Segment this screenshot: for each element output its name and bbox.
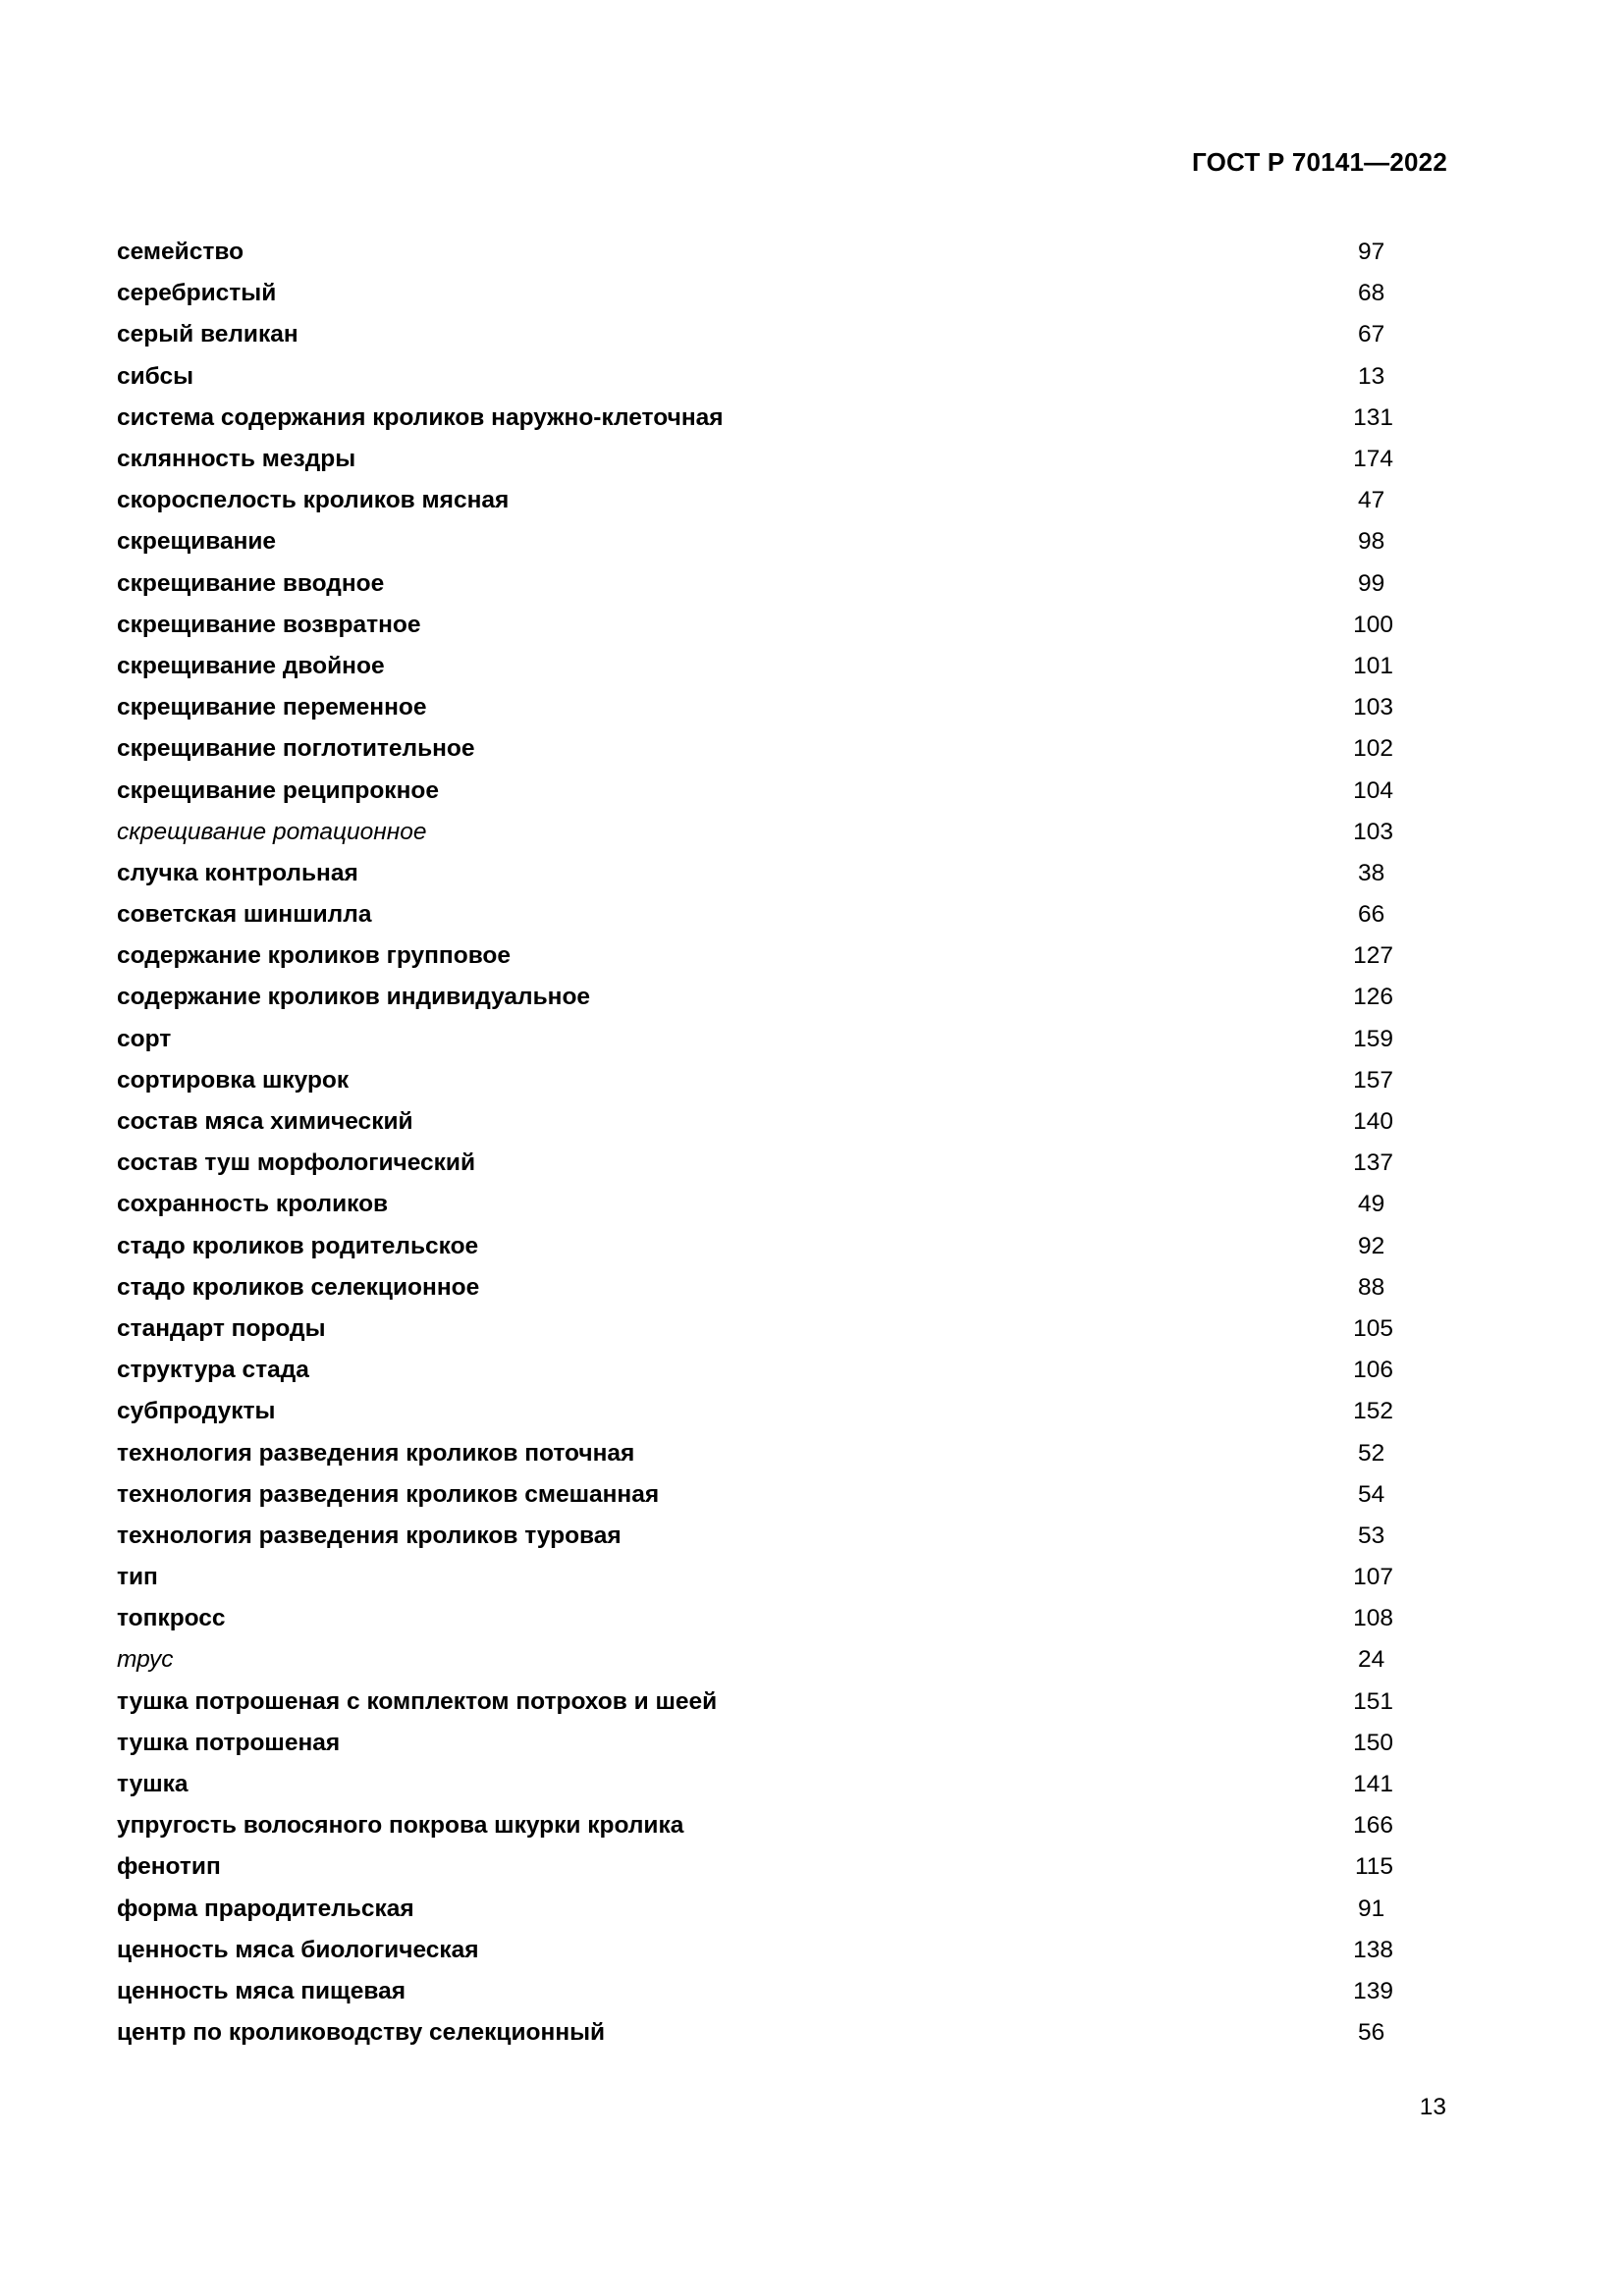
index-term-number: 141 [1353, 1771, 1393, 1798]
index-entry [117, 770, 1393, 811]
index-term-number: 107 [1353, 1564, 1393, 1591]
index-term: система содержания кроликов наружно-клеточная [117, 403, 724, 431]
index-term: трус [117, 1646, 174, 1674]
index-term-number: 54 [1358, 1480, 1385, 1508]
index-entry [117, 1391, 1393, 1432]
index-term: семейство [117, 239, 244, 266]
index-term-number: 103 [1353, 694, 1393, 721]
index-term-number: 150 [1353, 1729, 1393, 1756]
index-term: субпродукты [117, 1398, 276, 1425]
index-entry [117, 1682, 1393, 1723]
index-entry [117, 894, 1393, 935]
index-term-number: 126 [1353, 984, 1393, 1011]
index-term: скрещивание реципрокное [117, 776, 439, 804]
index-entry [117, 728, 1393, 770]
index-term-number: 91 [1358, 1895, 1385, 1922]
index-term-number: 104 [1353, 776, 1393, 804]
index-entry [117, 1101, 1393, 1143]
index-term: упругость волосяного покрова шкурки кролика [117, 1812, 684, 1840]
index-term-number: 151 [1353, 1687, 1393, 1715]
index-term-number: 106 [1353, 1357, 1393, 1384]
index-term: технология разведения кроликов смешанная [117, 1480, 660, 1508]
index-term: скрещивание возвратное [117, 611, 421, 638]
index-entry [117, 1764, 1393, 1805]
index-term: скороспелость кроликов мясная [117, 487, 510, 514]
index-term-number: 97 [1358, 239, 1385, 266]
index-term: скрещивание двойное [117, 652, 385, 679]
index-term-number: 139 [1353, 1977, 1393, 2004]
index-term: тушка потрошеная [117, 1729, 341, 1756]
index-entry [117, 1723, 1393, 1764]
index-term-number: 49 [1358, 1191, 1385, 1218]
index-entry [117, 1019, 1393, 1060]
index-term-number: 53 [1358, 1522, 1385, 1549]
index-term-number: 24 [1358, 1646, 1385, 1674]
index-term: стадо кроликов родительское [117, 1232, 479, 1259]
index-entry [117, 1060, 1393, 1101]
index-term-number: 103 [1353, 818, 1393, 845]
index-entry [117, 232, 1393, 273]
index-term: случка контрольная [117, 859, 358, 886]
index-term-number: 38 [1358, 859, 1385, 886]
index-entry [117, 480, 1393, 521]
index-entry [117, 1639, 1393, 1681]
index-entry [117, 1184, 1393, 1225]
index-term: центр по кролиководству селекционный [117, 2019, 606, 2047]
index-term-number: 66 [1358, 901, 1385, 929]
index-term: скрещивание [117, 528, 277, 556]
index-entry [117, 646, 1393, 687]
index-entry [117, 1557, 1393, 1598]
index-entry [117, 1516, 1393, 1557]
index-entry [117, 563, 1393, 605]
index-term: топкросс [117, 1605, 226, 1632]
index-entry [117, 812, 1393, 853]
index-term: ценность мяса биологическая [117, 1936, 479, 1963]
index-term-number: 88 [1358, 1273, 1385, 1301]
index-entry [117, 687, 1393, 728]
index-entry [117, 1226, 1393, 1267]
document-code-header: ГОСТ Р 70141—2022 [1192, 147, 1447, 177]
index-term: тушка [117, 1771, 189, 1798]
index-term: сорт [117, 1025, 172, 1052]
index-term: технология разведения кроликов поточная [117, 1439, 635, 1467]
index-term-number: 99 [1358, 569, 1385, 597]
index-term-number: 13 [1358, 362, 1385, 390]
index-term: ценность мяса пищевая [117, 1977, 406, 2004]
index-term: советская шиншилла [117, 901, 372, 929]
index-term-number: 56 [1358, 2019, 1385, 2047]
alphabetical-index [117, 232, 1393, 2054]
index-entry [117, 935, 1393, 977]
index-entry [117, 853, 1393, 894]
index-term: сибсы [117, 362, 194, 390]
page-number: 13 [1419, 2094, 1446, 2120]
index-term: серебристый [117, 280, 277, 307]
index-term-number: 115 [1354, 1853, 1393, 1881]
index-entry [117, 398, 1393, 439]
index-entry [117, 1805, 1393, 1846]
index-term-number: 140 [1353, 1108, 1393, 1136]
index-entry [117, 605, 1393, 646]
index-term: технология разведения кроликов туровая [117, 1522, 622, 1549]
index-term-number: 67 [1358, 321, 1385, 348]
index-term: тип [117, 1564, 158, 1591]
index-entry [117, 977, 1393, 1018]
index-entry [117, 1846, 1393, 1888]
index-term: серый великан [117, 321, 298, 348]
index-term: содержание кроликов индивидуальное [117, 984, 591, 1011]
index-term-number: 138 [1353, 1936, 1393, 1963]
index-entry [117, 1598, 1393, 1639]
index-entry [117, 1267, 1393, 1308]
index-term: скрещивание поглотительное [117, 735, 475, 763]
index-term-number: 101 [1353, 652, 1393, 679]
index-term: скрещивание ротационное [117, 818, 427, 845]
index-term: форма прародительская [117, 1895, 414, 1922]
index-entry [117, 439, 1393, 480]
index-term-number: 68 [1358, 280, 1385, 307]
index-entry [117, 273, 1393, 314]
index-term-number: 47 [1358, 487, 1385, 514]
index-term-number: 92 [1358, 1232, 1385, 1259]
index-term-number: 166 [1353, 1812, 1393, 1840]
index-term-number: 100 [1353, 611, 1393, 638]
index-term-number: 137 [1353, 1149, 1393, 1177]
index-term-number: 52 [1358, 1439, 1385, 1467]
index-entry [117, 521, 1393, 562]
index-term: состав туш морфологический [117, 1149, 476, 1177]
index-term: стадо кроликов селекционное [117, 1273, 480, 1301]
index-term-number: 157 [1353, 1066, 1393, 1094]
index-term-number: 127 [1353, 942, 1393, 970]
index-entry [117, 1308, 1393, 1350]
index-term-number: 152 [1353, 1398, 1393, 1425]
index-entry [117, 356, 1393, 398]
index-entry [117, 1971, 1393, 2012]
index-term: состав мяса химический [117, 1108, 413, 1136]
index-entry [117, 1889, 1393, 1930]
index-term-number: 159 [1353, 1025, 1393, 1052]
index-term: скрещивание переменное [117, 694, 427, 721]
index-entry [117, 1143, 1393, 1184]
index-term: тушка потрошеная с комплектом потрохов и шеей [117, 1687, 718, 1715]
index-term: скрещивание вводное [117, 569, 385, 597]
index-entry [117, 1350, 1393, 1391]
index-term: фенотип [117, 1853, 221, 1881]
index-term: сортировка шкурок [117, 1066, 350, 1094]
index-term: склянность мездры [117, 446, 356, 473]
index-term-number: 105 [1353, 1314, 1393, 1342]
index-term: сохранность кроликов [117, 1191, 389, 1218]
index-entry [117, 1432, 1393, 1473]
index-entry [117, 2012, 1393, 2054]
index-entry [117, 314, 1393, 355]
index-term: стандарт породы [117, 1314, 326, 1342]
index-entry [117, 1930, 1393, 1971]
index-term-number: 131 [1353, 403, 1393, 431]
index-entry [117, 1474, 1393, 1516]
index-term: структура стада [117, 1357, 309, 1384]
index-term-number: 108 [1353, 1605, 1393, 1632]
index-term: содержание кроликов групповое [117, 942, 512, 970]
index-term-number: 102 [1353, 735, 1393, 763]
index-term-number: 98 [1358, 528, 1385, 556]
index-term-number: 174 [1353, 446, 1393, 473]
